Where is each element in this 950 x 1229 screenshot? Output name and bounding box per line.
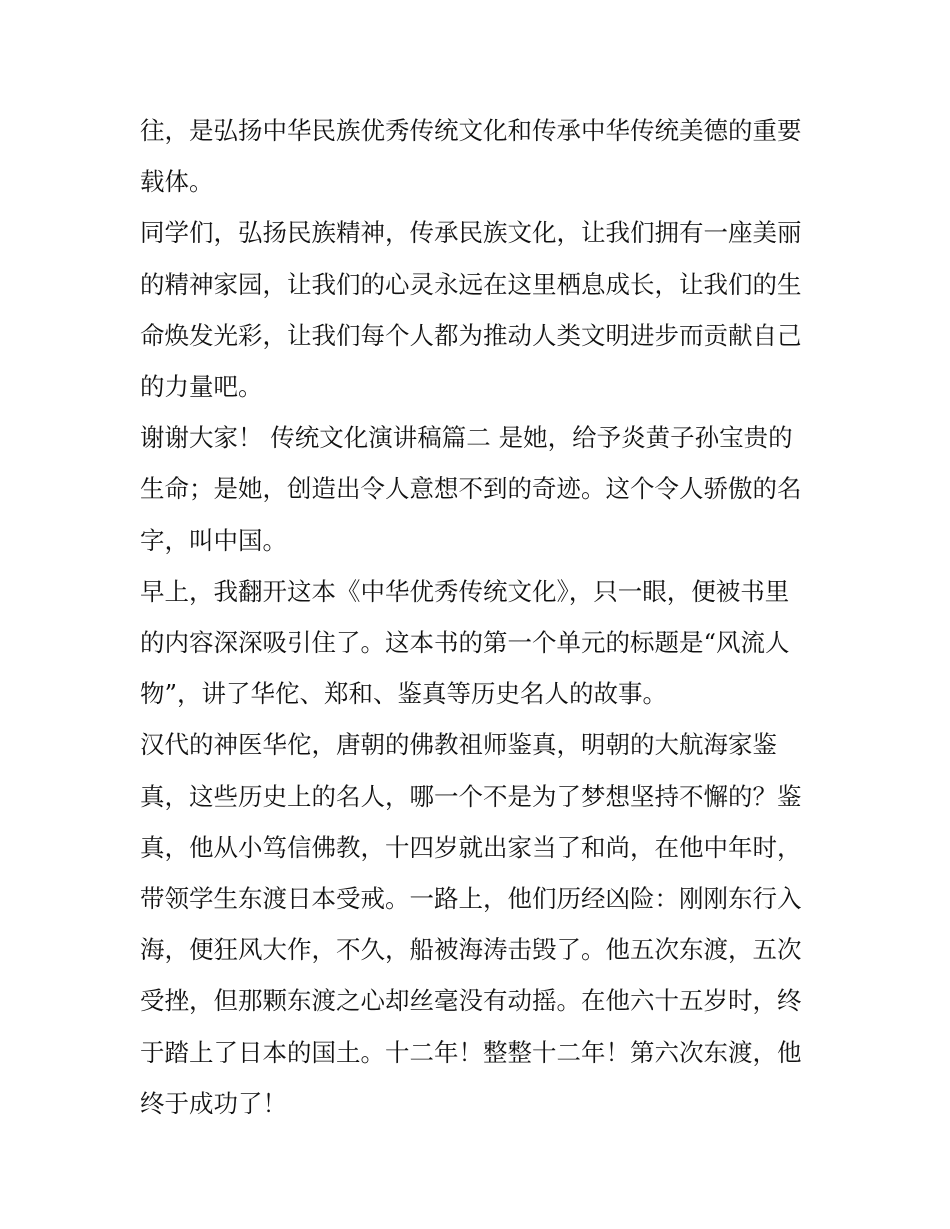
text-line: 真，这些历史上的名人，哪一个不是为了梦想坚持不懈的？鉴: [140, 781, 802, 811]
text-line: 真，他从小笃信佛教，十四岁就出家当了和尚，在他中年时，: [140, 832, 802, 862]
text-line: 的力量吧。: [140, 372, 263, 402]
body-text: [140, 105, 820, 1129]
text-line: 的内容深深吸引住了。这本书的第一个单元的标题是“风流人: [140, 628, 790, 658]
text-line: 字，叫中国。: [140, 525, 287, 555]
text-line: 汉代的神医华佗，唐朝的佛教祖师鉴真，明朝的大航海家鉴: [140, 730, 777, 760]
paragraph: [140, 719, 820, 1129]
text-line: 往，是弘扬中华民族优秀传统文化和传承中华传统美德的重要: [140, 116, 802, 145]
text-line: 于踏上了日本的国土。十二年！整整十二年！第六次东渡，他: [140, 1037, 802, 1067]
text-line: 谢谢大家！ 传统文化演讲稿篇二 是她，给予炎黄子孙宝贵的: [140, 423, 793, 453]
text-line: 载体。: [140, 167, 214, 197]
text-line: 海，便狂风大作，不久，船被海涛击毁了。他五次东渡，五次: [140, 935, 802, 965]
paragraph: [140, 566, 820, 720]
text-line: 早上，我翻开这本《中华优秀传统文化》，只一眼，便被书里: [140, 576, 790, 606]
text-line: 受挫，但那颗东渡之心却丝毫没有动摇。在他六十五岁时，终: [140, 986, 802, 1016]
paragraph: [140, 207, 820, 412]
text-line: 命焕发光彩，让我们每个人都为推动人类文明进步而贡献自己: [140, 320, 802, 350]
text-line: 物”，讲了华佗、郑和、鉴真等历史名人的故事。: [140, 679, 668, 709]
text-line: 带领学生东渡日本受戒。一路上，他们历经凶险：刚刚东行入: [140, 884, 802, 914]
paragraph: [140, 412, 820, 566]
text-line: 的精神家园，让我们的心灵永远在这里栖息成长，让我们的生: [140, 269, 802, 299]
paragraph: [140, 105, 820, 207]
text-line: 生命；是她，创造出令人意想不到的奇迹。这个令人骄傲的名: [140, 474, 802, 504]
text-line: 终于成功了！: [140, 1088, 287, 1118]
text-line: 同学们，弘扬民族精神，传承民族文化，让我们拥有一座美丽: [140, 218, 802, 248]
